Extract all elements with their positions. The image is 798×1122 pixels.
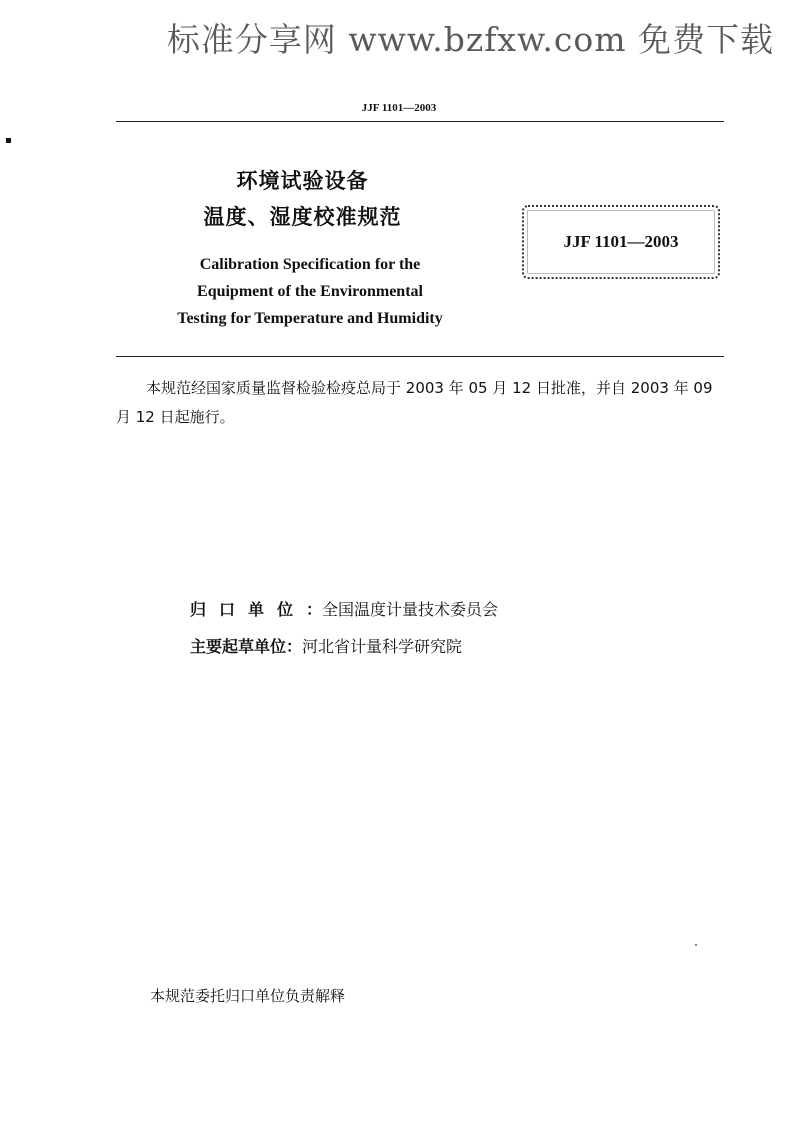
header-standard-code: JJF 1101—2003	[361, 102, 437, 114]
title-divider	[116, 356, 724, 357]
standard-code-box	[522, 205, 720, 279]
scan-speck	[695, 944, 697, 946]
title-chinese-line-2: 温度、湿度校准规范	[203, 205, 402, 229]
interpretation-note: 本规范委托归口单位负责解释	[150, 987, 346, 1005]
approval-statement: 本规范经国家质量监督检验检疫总局于 2003 年 05 月 12 日批准，并自 2003 年 09 月 12 日起施行。	[116, 379, 713, 426]
title-english-line-2: Equipment of the Environmental	[197, 283, 423, 300]
header-divider	[116, 121, 724, 122]
responsible-unit-value: 全国温度计量技术委员会	[322, 600, 499, 619]
drafting-unit-label: 主要起草单位：	[190, 637, 303, 656]
standard-code-box-label: JJF 1101—2003	[563, 232, 679, 251]
responsible-unit-row	[190, 597, 498, 620]
drafting-unit-row	[190, 634, 462, 657]
watermark-text: 标准分享网 www.bzfxw.com 免费下载	[166, 20, 774, 59]
drafting-unit-value: 河北省计量科学研究院	[302, 637, 463, 656]
title-english-line-1: Calibration Specification for the	[199, 256, 421, 273]
margin-bullet-mark	[6, 138, 11, 143]
responsible-unit-label: 归口单位：	[190, 600, 336, 619]
title-chinese-line-1: 环境试验设备	[236, 169, 369, 193]
title-english-line-3: Testing for Temperature and Humidity	[177, 310, 443, 327]
